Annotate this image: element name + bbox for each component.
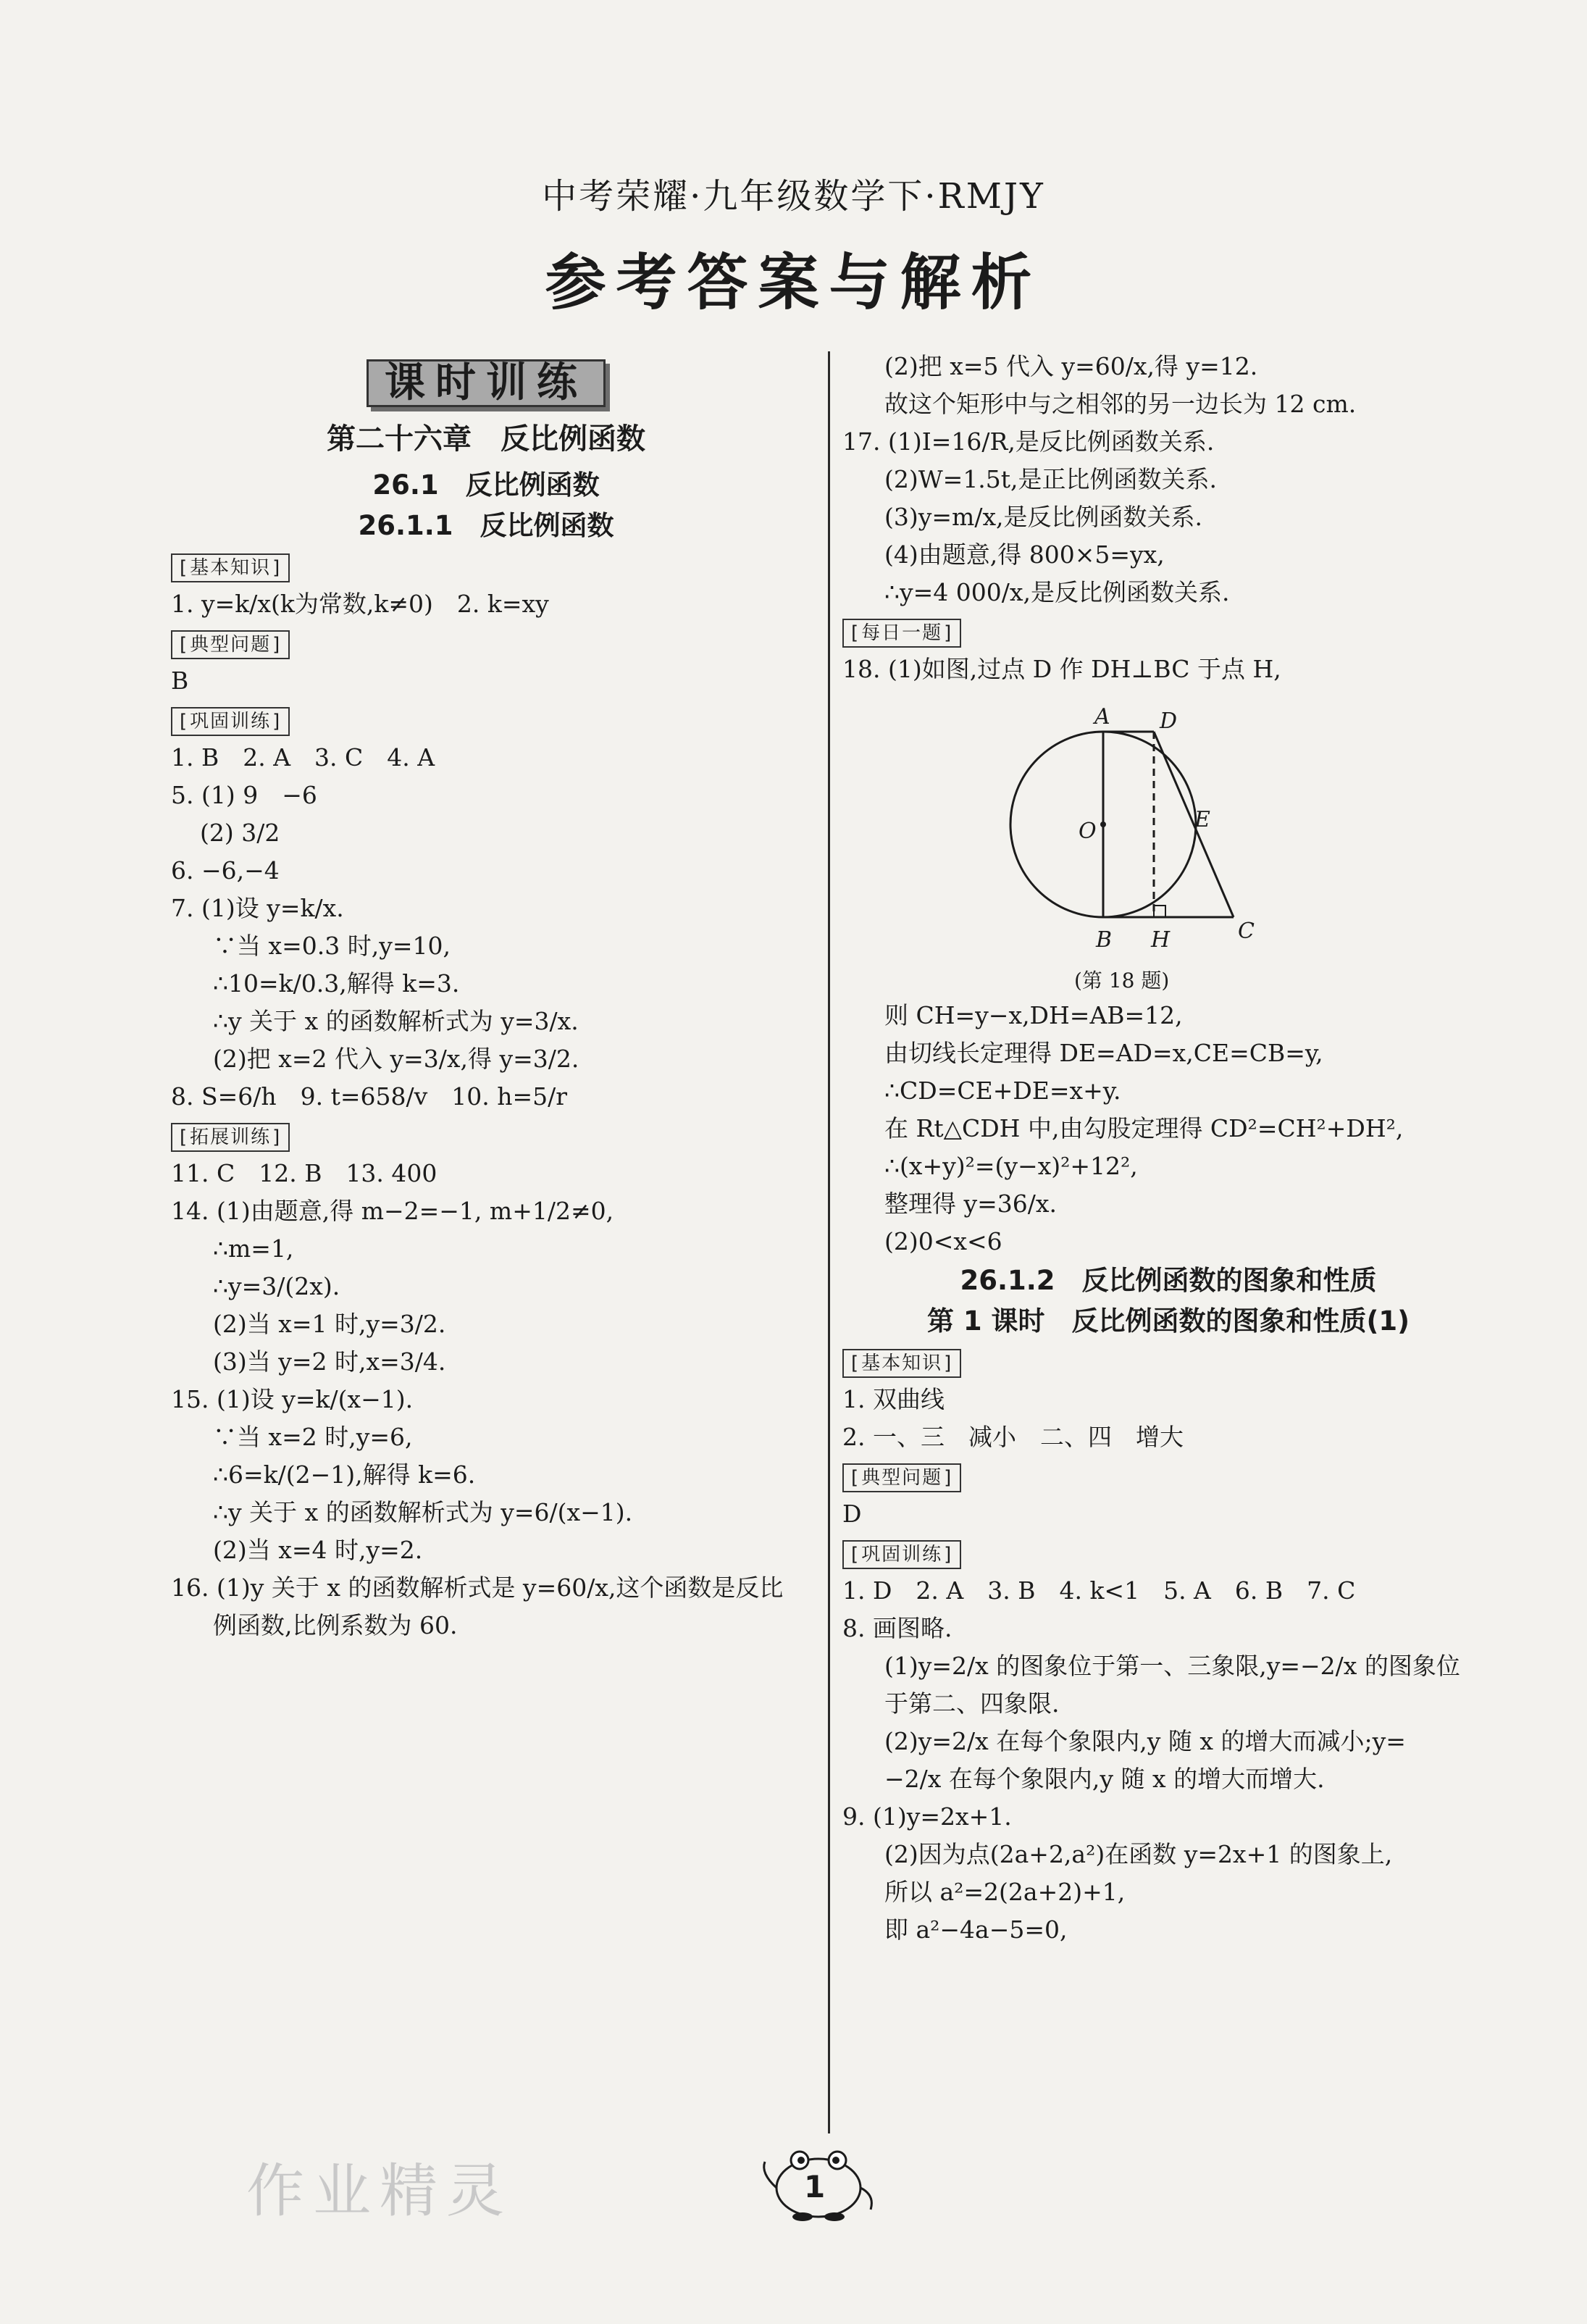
line-row: [171, 546, 801, 585]
line-row: [171, 965, 801, 1003]
answer-line: 则 CH=y−x,DH=AB=12,: [884, 1001, 1183, 1029]
page-header: [0, 168, 1587, 322]
section-tag: [ 典型问题 ]: [842, 1463, 961, 1492]
line-row: [842, 574, 1494, 611]
line-row: [842, 1110, 1494, 1148]
answer-line: ∵当 x=2 时,y=6,: [213, 1423, 413, 1451]
answer-line: 11. C 12. B 13. 400: [171, 1159, 437, 1187]
line-row: [842, 1072, 1494, 1110]
line-row: [171, 1569, 801, 1607]
line-row: [842, 1495, 1494, 1533]
line-row: [171, 890, 801, 927]
answer-line: 在 Rt△CDH 中,由勾股定理得 CD²=CH²+DH²,: [884, 1114, 1404, 1142]
answer-line: 7. (1)设 y=k/x.: [171, 894, 344, 922]
line-row: [842, 1381, 1494, 1418]
line-row: [842, 348, 1494, 385]
line-row: [842, 1034, 1494, 1072]
answer-line: ∴CD=CE+DE=x+y.: [884, 1077, 1121, 1105]
answer-line: ∴6=k/(2−1),解得 k=6.: [213, 1460, 476, 1489]
line-row: [842, 1533, 1494, 1572]
answer-line: (2)因为点(2a+2,a²)在函数 y=2x+1 的图象上,: [884, 1840, 1393, 1868]
main-title: 参考答案与解析: [545, 247, 1042, 318]
line-row: [171, 1078, 801, 1116]
answer-line: 故这个矩形中与之相邻的另一边长为 12 cm.: [884, 390, 1357, 418]
answer-line: 14. (1)由题意,得 m−2=−1, m+1/2≠0,: [171, 1197, 614, 1225]
answer-line: 于第二、四象限.: [884, 1689, 1060, 1718]
label-h: H: [1151, 927, 1171, 953]
answer-line: ∵当 x=0.3 时,y=10,: [213, 932, 451, 960]
line-row: [842, 1342, 1494, 1381]
label-d: D: [1160, 709, 1178, 734]
line-row: [171, 1494, 801, 1531]
line-row: [842, 385, 1494, 423]
answer-line: 18. (1)如图,过点 D 作 DH⊥BC 于点 H,: [842, 655, 1281, 683]
right-column: [842, 348, 1494, 1949]
line-row: [171, 1531, 801, 1569]
line-row: [171, 1381, 801, 1418]
line-row: [842, 1223, 1494, 1261]
subsection-title: 26.1.1 反比例函数: [358, 510, 614, 541]
line-row: [171, 1456, 801, 1494]
answer-line: (2) 3/2: [200, 819, 280, 847]
page-footer: [746, 2144, 891, 2224]
answer-line: 8. S=6/h 9. t=658/v 10. h=5/r: [171, 1082, 567, 1111]
answer-line: B: [171, 666, 189, 695]
line-row: [842, 1572, 1494, 1610]
section3-title: 第 1 课时 反比例函数的图象和性质(1): [926, 1305, 1410, 1337]
line-row: [842, 1185, 1494, 1223]
answer-line: (3)当 y=2 时,x=3/4.: [213, 1347, 446, 1376]
line-row: [171, 1607, 801, 1644]
answer-line: 1. y=k/x(k为常数,k≠0) 2. k=xy: [171, 590, 549, 618]
line-row: [171, 852, 801, 890]
label-e: E: [1194, 807, 1210, 832]
line-row: [171, 623, 801, 662]
line-row: [842, 1836, 1494, 1873]
answer-line: ∴m=1,: [213, 1234, 294, 1263]
line-row: [171, 814, 801, 852]
line-row: [171, 1116, 801, 1155]
answer-line: 8. 画图略.: [842, 1614, 952, 1642]
answer-line: (3)y=m/x,是反比例函数关系.: [884, 503, 1203, 531]
label-a: A: [1094, 704, 1110, 730]
line-row: [842, 997, 1494, 1034]
line-row: [842, 611, 1494, 651]
right-answer-list-bottom: [842, 1342, 1494, 1949]
answer-line: (2)把 x=2 代入 y=3/x,得 y=3/2.: [213, 1045, 579, 1073]
answer-line: 所以 a²=2(2a+2)+1,: [884, 1878, 1126, 1906]
section-title: 26.1 反比例函数: [372, 469, 600, 501]
section-tag: [ 基本知识 ]: [171, 553, 290, 582]
section-tag: [ 巩固训练 ]: [842, 1540, 961, 1569]
right-answer-list-mid: [842, 997, 1494, 1261]
answer-line: (1)y=2/x 的图象位于第一、三象限,y=−2/x 的图象位: [884, 1652, 1460, 1680]
answer-line: (2)y=2/x 在每个象限内,y 随 x 的增大而减小;y=: [884, 1727, 1406, 1755]
answer-line: 1. B 2. A 3. C 4. A: [171, 743, 435, 772]
line-row: [842, 1418, 1494, 1456]
left-column: [171, 348, 801, 1644]
line-row: [171, 927, 801, 965]
answer-line: ∴(x+y)²=(y−x)²+12²,: [884, 1152, 1138, 1180]
answer-line: ∴y 关于 x 的函数解析式为 y=3/x.: [213, 1007, 579, 1035]
chapter-title: 第二十六章 反比例函数: [327, 422, 645, 456]
line-row: [171, 1192, 801, 1230]
section-tag: [ 基本知识 ]: [842, 1349, 961, 1378]
answer-line: (2)0<x<6: [884, 1227, 1002, 1255]
line-row: [842, 1685, 1494, 1723]
series-title: 中考荣耀·九年级数学下·RMJY: [542, 176, 1045, 217]
line-row: [842, 1911, 1494, 1949]
answer-line: 2. 一、三 减小 二、四 增大: [842, 1423, 1184, 1451]
line-row: [842, 461, 1494, 498]
section-tag: [ 典型问题 ]: [171, 630, 290, 659]
column-divider: [828, 351, 830, 2133]
answer-line: 5. (1) 9 −6: [171, 781, 317, 809]
line-row: [171, 1230, 801, 1268]
line-row: [842, 1873, 1494, 1911]
line-row: [842, 1456, 1494, 1495]
answer-line: (2)把 x=5 代入 y=60/x,得 y=12.: [884, 352, 1258, 380]
answer-line: 1. 双曲线: [842, 1385, 945, 1413]
page-number: 1: [804, 2169, 826, 2204]
line-row: [171, 739, 801, 777]
line-row: [171, 1305, 801, 1343]
figure-caption: (第 18 题): [1074, 969, 1170, 992]
answer-line: 6. −6,−4: [171, 856, 280, 885]
section-tag: [ 拓展训练 ]: [171, 1123, 290, 1152]
answer-line: ∴10=k/0.3,解得 k=3.: [213, 969, 460, 998]
answer-line: −2/x 在每个象限内,y 随 x 的增大而增大.: [884, 1765, 1325, 1793]
answer-line: 1. D 2. A 3. B 4. k<1 5. A 6. B 7. C: [842, 1576, 1356, 1605]
line-row: [171, 700, 801, 739]
answer-line: (2)当 x=1 时,y=3/2.: [213, 1310, 446, 1338]
answer-line: 例函数,比例系数为 60.: [213, 1611, 458, 1639]
answer-line: 17. (1)I=16/R,是反比例函数关系.: [842, 427, 1215, 456]
line-row: [171, 1343, 801, 1381]
line-row: [842, 651, 1494, 688]
line-row: [171, 1155, 801, 1192]
line-row: [842, 1647, 1494, 1685]
line-row: [171, 777, 801, 814]
label-b: B: [1096, 927, 1113, 953]
answer-line: 16. (1)y 关于 x 的函数解析式是 y=60/x,这个函数是反比: [171, 1573, 784, 1602]
answer-line: (4)由题意,得 800×5=yx,: [884, 540, 1165, 569]
answer-line: 9. (1)y=2x+1.: [842, 1802, 1012, 1831]
line-row: [842, 1723, 1494, 1760]
answer-line: ∴y=4 000/x,是反比例函数关系.: [884, 578, 1230, 606]
answer-line: ∴y 关于 x 的函数解析式为 y=6/(x−1).: [213, 1498, 633, 1526]
line-row: [842, 423, 1494, 461]
label-o: O: [1079, 819, 1097, 844]
answer-line: 即 a²−4a−5=0,: [884, 1915, 1068, 1944]
figure-18: [1009, 693, 1313, 997]
line-row: [171, 1268, 801, 1305]
line-row: [842, 1610, 1494, 1647]
line-row: [171, 1418, 801, 1456]
section-tag: [ 巩固训练 ]: [171, 707, 290, 736]
line-row: [842, 1148, 1494, 1185]
line-row: [842, 1760, 1494, 1798]
answer-line: D: [842, 1500, 862, 1528]
section-tag: [ 每日一题 ]: [842, 619, 961, 648]
answer-line: 整理得 y=36/x.: [884, 1190, 1057, 1218]
label-c: C: [1238, 919, 1255, 944]
line-row: [842, 498, 1494, 536]
answer-line: (2)当 x=4 时,y=2.: [213, 1536, 423, 1564]
watermark: 作业精灵: [246, 2157, 513, 2225]
answer-line: ∴y=3/(2x).: [213, 1272, 340, 1300]
section2-title: 26.1.2 反比例函数的图象和性质: [960, 1265, 1377, 1296]
answer-line: 由切线长定理得 DE=AD=x,CE=CB=y,: [884, 1039, 1323, 1067]
line-row: [171, 1040, 801, 1078]
line-row: [171, 662, 801, 700]
answer-line: (2)W=1.5t,是正比例函数关系.: [884, 465, 1218, 493]
answer-line: 15. (1)设 y=k/(x−1).: [171, 1385, 414, 1413]
line-row: [171, 585, 801, 623]
line-row: [171, 1003, 801, 1040]
left-answer-list: [171, 546, 801, 1644]
line-row: [842, 1798, 1494, 1836]
lesson-banner: 课时训练: [367, 359, 606, 407]
line-row: [842, 536, 1494, 574]
right-answer-list-top: [842, 348, 1494, 688]
